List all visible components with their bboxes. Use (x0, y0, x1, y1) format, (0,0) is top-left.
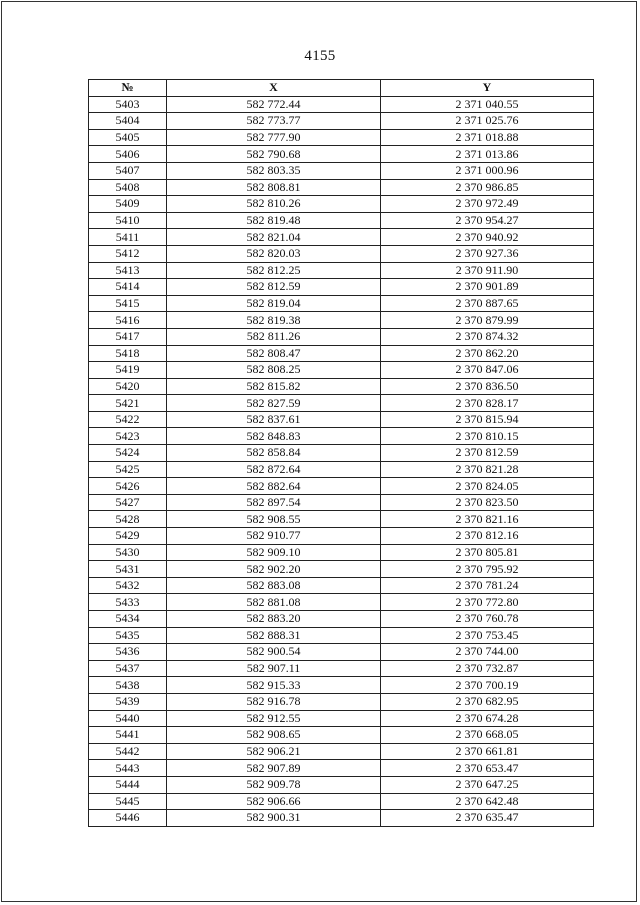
cell-y: 2 370 972.49 (381, 196, 594, 213)
cell-x: 582 907.11 (167, 660, 381, 677)
table-row (89, 478, 594, 495)
cell-number: 5441 (89, 727, 167, 744)
cell-x: 582 810.26 (167, 196, 381, 213)
cell-y: 2 370 674.28 (381, 710, 594, 727)
cell-x: 582 837.61 (167, 411, 381, 428)
cell-y: 2 370 901.89 (381, 279, 594, 296)
table-row (89, 743, 594, 760)
table-row (89, 162, 594, 179)
table-row (89, 776, 594, 793)
cell-number: 5434 (89, 611, 167, 628)
cell-x: 582 910.77 (167, 528, 381, 545)
table-row (89, 196, 594, 213)
cell-x: 582 916.78 (167, 693, 381, 710)
table-row (89, 279, 594, 296)
cell-number: 5411 (89, 229, 167, 246)
cell-number: 5425 (89, 461, 167, 478)
cell-number: 5440 (89, 710, 167, 727)
cell-y: 2 370 823.50 (381, 494, 594, 511)
cell-number: 5417 (89, 328, 167, 345)
cell-x: 582 888.31 (167, 627, 381, 644)
cell-y: 2 371 013.86 (381, 146, 594, 163)
cell-x: 582 827.59 (167, 395, 381, 412)
cell-number: 5430 (89, 544, 167, 561)
table-row (89, 395, 594, 412)
cell-y: 2 370 795.92 (381, 561, 594, 578)
cell-y: 2 370 682.95 (381, 693, 594, 710)
cell-number: 5407 (89, 162, 167, 179)
table-row (89, 146, 594, 163)
table-row (89, 295, 594, 312)
table-row (89, 328, 594, 345)
cell-number: 5427 (89, 494, 167, 511)
cell-y: 2 370 821.16 (381, 511, 594, 528)
table-row (89, 693, 594, 710)
cell-y: 2 370 954.27 (381, 212, 594, 229)
cell-y: 2 370 781.24 (381, 577, 594, 594)
cell-y: 2 370 653.47 (381, 760, 594, 777)
cell-number: 5412 (89, 245, 167, 262)
table-row (89, 428, 594, 445)
cell-number: 5445 (89, 793, 167, 810)
cell-x: 582 900.54 (167, 644, 381, 661)
table-row (89, 727, 594, 744)
header-row (89, 80, 594, 97)
cell-x: 582 815.82 (167, 378, 381, 395)
cell-number: 5422 (89, 411, 167, 428)
cell-x: 582 881.08 (167, 594, 381, 611)
cell-y: 2 370 862.20 (381, 345, 594, 362)
cell-number: 5433 (89, 594, 167, 611)
cell-number: 5421 (89, 395, 167, 412)
cell-y: 2 370 732.87 (381, 660, 594, 677)
cell-number: 5409 (89, 196, 167, 213)
page-number: 4155 (304, 48, 336, 64)
cell-y: 2 370 753.45 (381, 627, 594, 644)
cell-x: 582 819.38 (167, 312, 381, 329)
cell-y: 2 370 760.78 (381, 611, 594, 628)
cell-x: 582 812.59 (167, 279, 381, 296)
cell-y: 2 370 635.47 (381, 810, 594, 827)
cell-y: 2 370 940.92 (381, 229, 594, 246)
cell-number: 5416 (89, 312, 167, 329)
cell-y: 2 370 805.81 (381, 544, 594, 561)
cell-y: 2 371 000.96 (381, 162, 594, 179)
cell-y: 2 370 927.36 (381, 245, 594, 262)
cell-x: 582 902.20 (167, 561, 381, 578)
table-row (89, 96, 594, 113)
cell-number: 5405 (89, 129, 167, 146)
cell-x: 582 808.81 (167, 179, 381, 196)
cell-x: 582 882.64 (167, 478, 381, 495)
table-row (89, 544, 594, 561)
cell-x: 582 848.83 (167, 428, 381, 445)
cell-x: 582 908.65 (167, 727, 381, 744)
cell-number: 5443 (89, 760, 167, 777)
cell-y: 2 370 812.59 (381, 445, 594, 462)
table-row (89, 411, 594, 428)
cell-x: 582 909.78 (167, 776, 381, 793)
cell-number: 5415 (89, 295, 167, 312)
cell-number: 5408 (89, 179, 167, 196)
table-row (89, 594, 594, 611)
cell-number: 5432 (89, 577, 167, 594)
table-row (89, 245, 594, 262)
table-row (89, 445, 594, 462)
cell-x: 582 883.20 (167, 611, 381, 628)
cell-y: 2 370 847.06 (381, 362, 594, 379)
table-row (89, 528, 594, 545)
cell-number: 5439 (89, 693, 167, 710)
column-header-number: № (89, 80, 167, 97)
cell-x: 582 907.89 (167, 760, 381, 777)
cell-x: 582 773.77 (167, 113, 381, 130)
table-row (89, 627, 594, 644)
cell-x: 582 820.03 (167, 245, 381, 262)
cell-x: 582 808.25 (167, 362, 381, 379)
cell-x: 582 906.66 (167, 793, 381, 810)
cell-y: 2 370 815.94 (381, 411, 594, 428)
table-row (89, 611, 594, 628)
cell-x: 582 906.21 (167, 743, 381, 760)
cell-x: 582 819.04 (167, 295, 381, 312)
cell-number: 5429 (89, 528, 167, 545)
cell-number: 5406 (89, 146, 167, 163)
table-body (89, 96, 594, 826)
cell-y: 2 370 661.81 (381, 743, 594, 760)
cell-x: 582 883.08 (167, 577, 381, 594)
cell-number: 5437 (89, 660, 167, 677)
cell-number: 5424 (89, 445, 167, 462)
table-row (89, 793, 594, 810)
table-row (89, 760, 594, 777)
column-header-y: Y (381, 80, 594, 97)
cell-number: 5423 (89, 428, 167, 445)
cell-number: 5436 (89, 644, 167, 661)
table-row (89, 179, 594, 196)
table-row (89, 577, 594, 594)
cell-x: 582 909.10 (167, 544, 381, 561)
table-row (89, 113, 594, 130)
cell-y: 2 371 040.55 (381, 96, 594, 113)
table-row (89, 461, 594, 478)
cell-y: 2 370 911.90 (381, 262, 594, 279)
cell-x: 582 908.55 (167, 511, 381, 528)
cell-number: 5446 (89, 810, 167, 827)
cell-number: 5404 (89, 113, 167, 130)
cell-x: 582 790.68 (167, 146, 381, 163)
cell-x: 582 811.26 (167, 328, 381, 345)
column-header-x: X (167, 80, 381, 97)
cell-y: 2 370 821.28 (381, 461, 594, 478)
cell-y: 2 370 812.16 (381, 528, 594, 545)
cell-number: 5410 (89, 212, 167, 229)
cell-y: 2 370 744.00 (381, 644, 594, 661)
cell-number: 5403 (89, 96, 167, 113)
cell-y: 2 370 879.99 (381, 312, 594, 329)
cell-x: 582 872.64 (167, 461, 381, 478)
cell-x: 582 912.55 (167, 710, 381, 727)
cell-x: 582 900.31 (167, 810, 381, 827)
table-row (89, 810, 594, 827)
table-row (89, 362, 594, 379)
cell-number: 5442 (89, 743, 167, 760)
cell-x: 582 772.44 (167, 96, 381, 113)
table-row (89, 312, 594, 329)
table-row (89, 229, 594, 246)
table-row (89, 660, 594, 677)
cell-number: 5428 (89, 511, 167, 528)
cell-number: 5431 (89, 561, 167, 578)
table-row (89, 262, 594, 279)
cell-x: 582 812.25 (167, 262, 381, 279)
cell-y: 2 370 810.15 (381, 428, 594, 445)
cell-number: 5438 (89, 677, 167, 694)
cell-y: 2 371 018.88 (381, 129, 594, 146)
table-row (89, 494, 594, 511)
table-row (89, 212, 594, 229)
cell-x: 582 808.47 (167, 345, 381, 362)
cell-number: 5426 (89, 478, 167, 495)
table-row (89, 129, 594, 146)
cell-y: 2 370 824.05 (381, 478, 594, 495)
cell-number: 5414 (89, 279, 167, 296)
cell-x: 582 915.33 (167, 677, 381, 694)
table-row (89, 677, 594, 694)
cell-y: 2 370 700.19 (381, 677, 594, 694)
cell-x: 582 803.35 (167, 162, 381, 179)
table-row (89, 511, 594, 528)
cell-number: 5435 (89, 627, 167, 644)
cell-y: 2 370 874.32 (381, 328, 594, 345)
table-row (89, 561, 594, 578)
cell-number: 5419 (89, 362, 167, 379)
cell-number: 5444 (89, 776, 167, 793)
table-row (89, 644, 594, 661)
cell-y: 2 370 772.80 (381, 594, 594, 611)
cell-number: 5413 (89, 262, 167, 279)
cell-y: 2 370 668.05 (381, 727, 594, 744)
table-row (89, 710, 594, 727)
coordinates-table (88, 79, 594, 827)
cell-x: 582 858.84 (167, 445, 381, 462)
table-row (89, 378, 594, 395)
cell-y: 2 370 828.17 (381, 395, 594, 412)
cell-x: 582 777.90 (167, 129, 381, 146)
cell-y: 2 370 887.65 (381, 295, 594, 312)
cell-y: 2 370 986.85 (381, 179, 594, 196)
cell-x: 582 821.04 (167, 229, 381, 246)
cell-y: 2 370 642.48 (381, 793, 594, 810)
table-row (89, 345, 594, 362)
cell-number: 5420 (89, 378, 167, 395)
cell-y: 2 370 647.25 (381, 776, 594, 793)
cell-x: 582 819.48 (167, 212, 381, 229)
cell-number: 5418 (89, 345, 167, 362)
cell-x: 582 897.54 (167, 494, 381, 511)
cell-y: 2 371 025.76 (381, 113, 594, 130)
cell-y: 2 370 836.50 (381, 378, 594, 395)
